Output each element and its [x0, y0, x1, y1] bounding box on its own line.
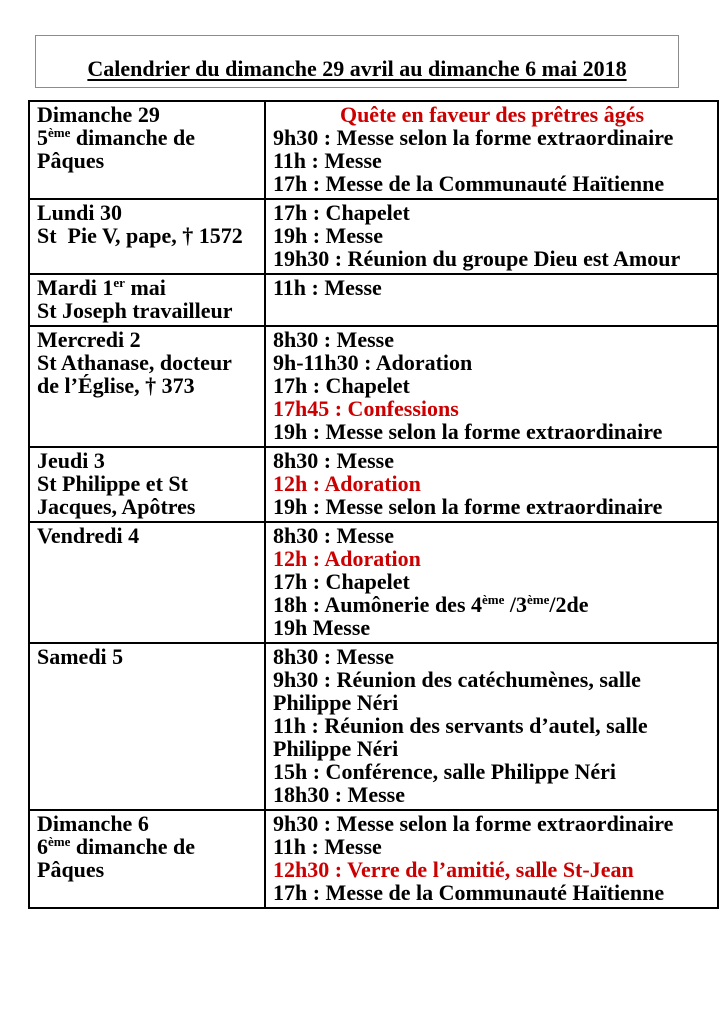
day-cell	[29, 447, 265, 522]
event-line: 17h45 : Confessions	[273, 396, 459, 421]
event-line: 9h30 : Réunion des catéchumènes, salle Philippe Néri	[273, 667, 641, 715]
events-cell	[265, 274, 718, 326]
superscript: ème	[48, 125, 71, 140]
title-box	[35, 35, 679, 88]
table-row	[29, 274, 718, 326]
event-line: 11h : Messe	[273, 275, 382, 300]
events-cell	[265, 326, 718, 447]
superscript: ème	[527, 592, 550, 607]
event-line: 12h30 : Verre de l’amitié, salle St-Jean	[273, 857, 634, 882]
superscript: er	[113, 275, 125, 290]
day-cell	[29, 199, 265, 274]
day-line: Dimanche 29	[37, 102, 160, 127]
event-line: 11h : Messe	[273, 148, 382, 173]
day-line: St Joseph travailleur	[37, 298, 233, 323]
day-cell	[29, 274, 265, 326]
superscript: ème	[48, 834, 71, 849]
event-line: 17h : Messe de la Communauté Haïtienne	[273, 880, 665, 905]
event-line: 8h30 : Messe	[273, 327, 394, 352]
events-cell	[265, 643, 718, 810]
event-line: 11h : Messe	[273, 834, 382, 859]
event-line: 17h : Chapelet	[273, 200, 410, 225]
day-cell	[29, 522, 265, 643]
table-row	[29, 810, 718, 908]
day-cell	[29, 643, 265, 810]
day-line: Dimanche 6	[37, 811, 149, 836]
event-line: 9h30 : Messe selon la forme extraordinaire	[273, 811, 674, 836]
event-line: 18h : Aumônerie des 4ème /3ème/2de	[273, 592, 589, 617]
event-line: 19h Messe	[273, 615, 371, 640]
day-line: St Philippe et St	[37, 471, 188, 496]
day-line: 6ème dimanche de	[37, 834, 196, 859]
table-row	[29, 522, 718, 643]
day-cell	[29, 326, 265, 447]
page-title: Calendrier du dimanche 29 avril au dimanche 6 mai 2018	[87, 56, 627, 81]
event-line: 19h : Messe selon la forme extraordinaire	[273, 419, 663, 444]
table-row	[29, 326, 718, 447]
event-line: 17h : Messe de la Communauté Haïtienne	[273, 171, 665, 196]
day-line: Mercredi 2	[37, 327, 141, 352]
event-line: 19h : Messe selon la forme extraordinaire	[273, 494, 663, 519]
event-line: 17h : Chapelet	[273, 569, 410, 594]
event-line: 8h30 : Messe	[273, 448, 394, 473]
events-cell	[265, 101, 718, 199]
event-line: 8h30 : Messe	[273, 523, 394, 548]
day-line: Lundi 30	[37, 200, 122, 225]
day-line: St Athanase, docteur	[37, 350, 232, 375]
event-line: 17h : Chapelet	[273, 373, 410, 398]
event-line: 19h : Messe	[273, 223, 383, 248]
table-row	[29, 643, 718, 810]
day-line: 5ème dimanche de	[37, 125, 196, 150]
day-line: de l’Église, † 373	[37, 373, 195, 398]
day-cell	[29, 810, 265, 908]
event-line: 18h30 : Messe	[273, 782, 405, 807]
day-line: Pâques	[37, 148, 105, 173]
day-line: Jeudi 3	[37, 448, 105, 473]
day-line: Mardi 1er mai	[37, 275, 166, 300]
day-line: Samedi 5	[37, 644, 124, 669]
events-cell	[265, 522, 718, 643]
events-cell	[265, 810, 718, 908]
event-line: 9h30 : Messe selon la forme extraordinaire	[273, 125, 674, 150]
event-line: 8h30 : Messe	[273, 644, 394, 669]
table-row	[29, 101, 718, 199]
table-row	[29, 447, 718, 522]
event-line: 15h : Conférence, salle Philippe Néri	[273, 759, 616, 784]
day-line: Jacques, Apôtres	[37, 494, 196, 519]
events-cell	[265, 447, 718, 522]
calendar-body	[29, 101, 718, 908]
day-line: Vendredi 4	[37, 523, 140, 548]
day-line: St Pie V, pape, † 1572	[37, 223, 243, 248]
calendar-table	[28, 100, 719, 909]
event-line: 9h-11h30 : Adoration	[273, 350, 473, 375]
day-cell	[29, 101, 265, 199]
day-line: Pâques	[37, 857, 105, 882]
event-line: 12h : Adoration	[273, 546, 421, 571]
superscript: ème	[482, 592, 505, 607]
events-cell	[265, 199, 718, 274]
event-line: 12h : Adoration	[273, 471, 421, 496]
event-line: 11h : Réunion des servants d’autel, salle Philippe Néri	[273, 713, 648, 761]
table-row	[29, 199, 718, 274]
event-line: 19h30 : Réunion du groupe Dieu est Amour	[273, 246, 681, 271]
event-line: Quête en faveur des prêtres âgés	[339, 102, 645, 127]
